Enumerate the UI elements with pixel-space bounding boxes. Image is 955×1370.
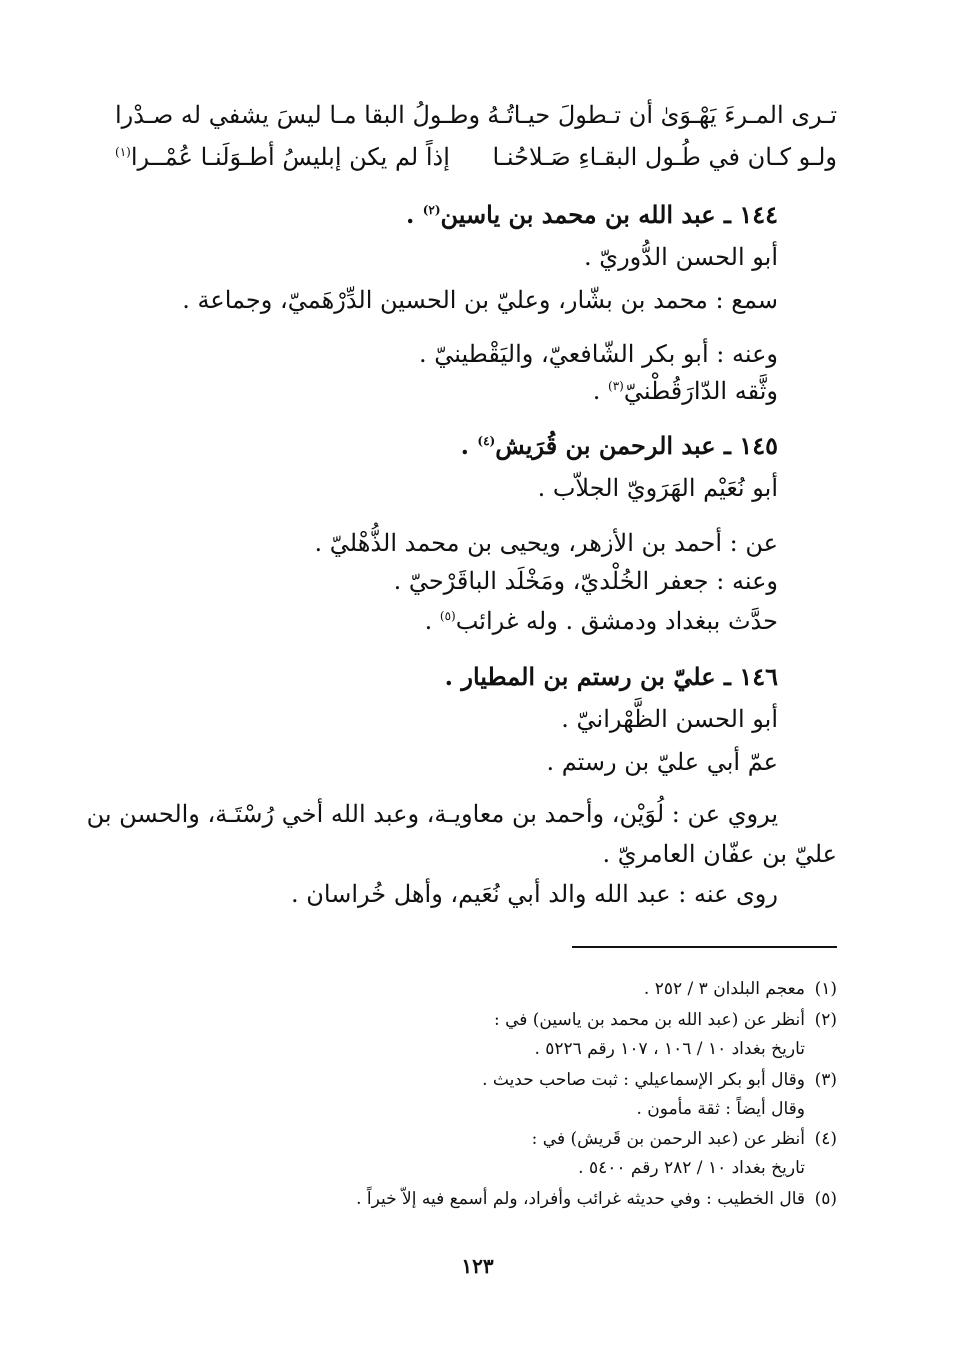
poem-verse-2-second-hemistich bbox=[115, 143, 450, 171]
entry-146-line: عمّ أبي عليّ بن رستم . bbox=[546, 748, 778, 776]
footnote-number: (٢) bbox=[814, 1010, 837, 1030]
page-number: ١٢٣ bbox=[461, 1254, 494, 1278]
entry-145-line: عن : أحمد بن الأزهر، ويحيى بن محمد الذُّهْليّ . bbox=[314, 529, 778, 557]
entry-146-line: روى عنه : عبد الله والد أبي نُعَيم، وأهل خُراسان . bbox=[291, 880, 778, 908]
footnote-text: أنظر عن (عبد الرحمن بن قَريش) في : bbox=[531, 1129, 805, 1149]
entry-144-line: وعنه : أبو بكر الشّافعيّ، واليَقْطينيّ . bbox=[418, 340, 778, 368]
entry-145-line: وعنه : جعفر الخُلْديّ، ومَخْلَد الباقَرْحيّ . bbox=[393, 567, 778, 595]
poem-verse-1 bbox=[115, 101, 837, 141]
footnote-3-continuation: وقال أيضاً : ثقة مأمون . bbox=[636, 1099, 805, 1119]
footnote-4-continuation: تاريخ بغداد ١٠ / ٢٨٢ رقم ٥٤٠٠ . bbox=[578, 1158, 805, 1178]
entry-145-last-end: . bbox=[424, 607, 440, 635]
footnote-number: (١) bbox=[814, 979, 837, 999]
footnote-5 bbox=[356, 1189, 837, 1209]
entry-146-line: يروي عن : لُوَيْن، وأحمد بن معاويـة، وعبد الله أخي رُسْتَـة، والحسن بن bbox=[86, 800, 778, 828]
poem-verse-2-first-hemistich: ولـو كـان في طُـول البقـاءِ صَـلاحُنـا bbox=[492, 143, 837, 171]
footnote-ref-3: (٣) bbox=[608, 379, 624, 393]
entry-145-last-text: حدَّث ببغداد ودمشق . وله غرائب bbox=[455, 607, 778, 635]
footnote-number: (٣) bbox=[814, 1070, 837, 1090]
entry-146-line: عليّ بن عفّان العامريّ . bbox=[602, 840, 837, 868]
entry-146-line: أبو الحسن الظَّهْرانيّ . bbox=[561, 705, 778, 733]
footnote-text: وقال أبو بكر الإسماعيلي : ثبت صاحب حديث . bbox=[482, 1070, 805, 1090]
entry-145-title-text: ١٤٥ ـ عبد الرحمن بن قُرَيش bbox=[495, 431, 778, 460]
entry-145-last-line bbox=[425, 607, 778, 635]
footnote-text: أنظر عن (عبد الله بن محمد بن ياسين) في : bbox=[493, 1010, 805, 1030]
footnote-text: قال الخطيب : وفي حديثه غرائب وأفراد، ولم أسمع فيه إلاّ خيراً . bbox=[356, 1189, 805, 1209]
entry-144-last-line bbox=[593, 377, 778, 405]
poem-verse-1-second-hemistich: وطـولُ البقا مـا ليسَ يشفي له صـدْرا bbox=[115, 101, 481, 129]
entry-144-title-text: ١٤٤ ـ عبد الله بن محمد بن ياسين bbox=[440, 200, 778, 229]
footnote-number: (٥) bbox=[814, 1189, 837, 1209]
poem-verse-1-first-hemistich: تـرى المـرءَ يَهْـوَىٰ أن تـطولَ حيـاتُـهُ bbox=[487, 101, 837, 129]
entry-145-title-end: . bbox=[460, 431, 478, 460]
entry-144-line: أبو الحسن الدُّوريّ . bbox=[584, 243, 778, 271]
entry-144-title bbox=[406, 200, 778, 229]
entry-144-last-end: . bbox=[592, 377, 609, 405]
footnote-ref-5: (٥) bbox=[439, 609, 456, 623]
footnote-separator bbox=[572, 946, 837, 948]
entry-144-title-end: . bbox=[405, 200, 423, 229]
footnote-ref-4: (٤) bbox=[477, 434, 496, 448]
footnote-number: (٤) bbox=[814, 1129, 837, 1149]
poem-verse-2-second-text: إذاً لم يكن إبليسُ أطـوَلَنـا عُمْــرا bbox=[130, 143, 450, 171]
entry-145-title bbox=[461, 431, 778, 460]
footnote-2 bbox=[494, 1010, 837, 1030]
footnote-3 bbox=[482, 1070, 837, 1090]
footnote-1 bbox=[644, 979, 837, 999]
footnote-ref-1: (١) bbox=[115, 145, 131, 159]
entry-145-line: أبو نُعَيْم الهَرَويّ الجلاّب . bbox=[537, 474, 778, 502]
footnote-text: معجم البلدان ٣ / ٢٥٢ . bbox=[643, 979, 805, 999]
entry-144-line: سمع : محمد بن بشّار، وعليّ بن الحسين الدِّرْهَميّ، وجماعة . bbox=[182, 286, 778, 314]
entry-146-title: ١٤٦ ـ عليّ بن رستم بن المطيار . bbox=[444, 662, 778, 691]
footnote-ref-2: (٢) bbox=[422, 203, 441, 217]
footnote-4 bbox=[532, 1129, 837, 1149]
poem-verse-2 bbox=[115, 143, 837, 183]
footnote-2-continuation: تاريخ بغداد ١٠ / ١٠٦ ، ١٠٧ رقم ٥٢٢٦ . bbox=[534, 1039, 805, 1059]
entry-144-last-text: وثَّقه الدّارَقُطْنيّ bbox=[623, 377, 778, 405]
